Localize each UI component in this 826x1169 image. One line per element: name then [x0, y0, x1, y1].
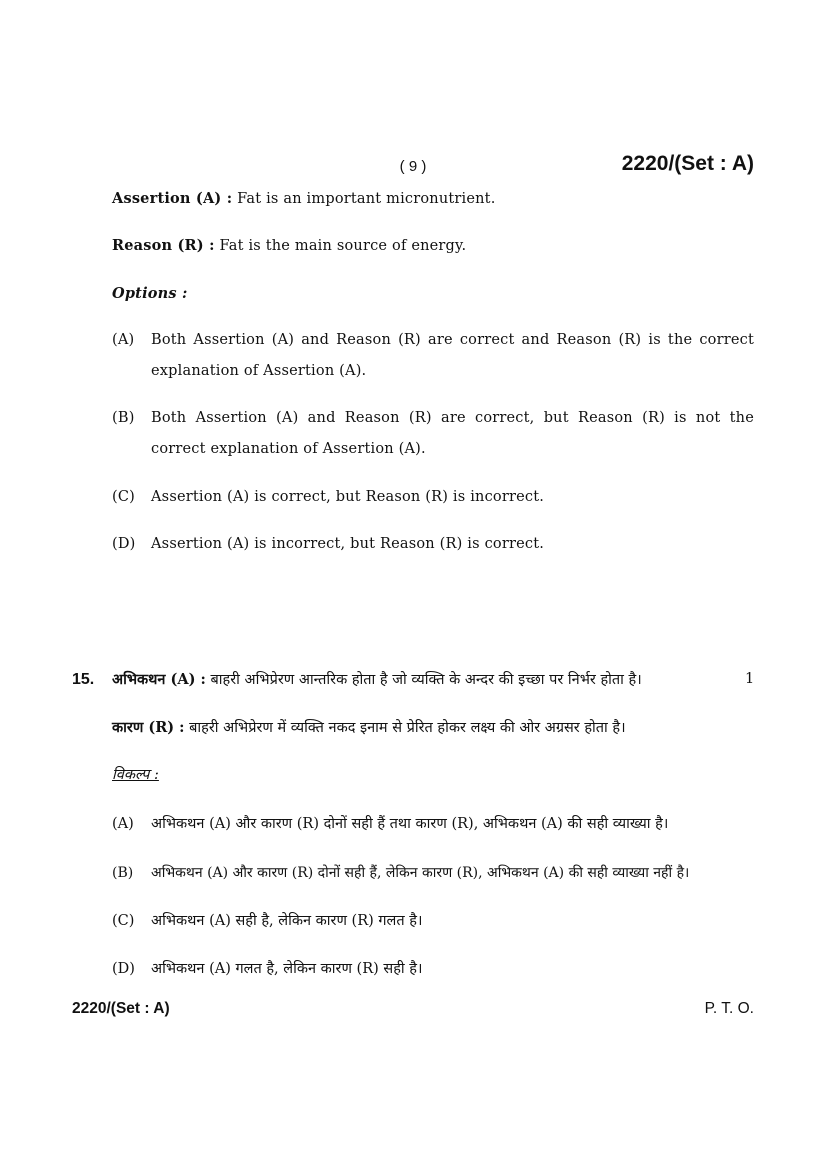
- english-assertion: [112, 183, 496, 215]
- option-label: (A): [112, 816, 134, 832]
- hindi-option-b: [112, 858, 754, 889]
- question-number: 15.: [72, 671, 95, 688]
- option-text: अभिकथन (A) गलत है, लेकिन कारण (R) सही है।: [151, 961, 423, 977]
- assertion-label: Assertion (A) :: [112, 190, 233, 207]
- option-label: (B): [112, 865, 134, 881]
- hindi-option-d: [112, 954, 754, 985]
- hindi-options-heading: विकल्प :: [112, 767, 159, 783]
- option-label: (C): [112, 489, 136, 505]
- option-text: अभिकथन (A) सही है, लेकिन कारण (R) गलत है।: [151, 913, 423, 929]
- reason-text: Fat is the main source of energy.: [214, 238, 467, 254]
- set-code-header: 2220/(Set : A): [621, 152, 754, 175]
- option-text: अभिकथन (A) और कारण (R) दोनों सही हैं, लेकिन कारण (R), अभिकथन (A) की सही व्याख्या नहीं है।: [151, 865, 690, 881]
- options-heading: Options :: [112, 285, 188, 302]
- hindi-reason: [112, 712, 626, 744]
- option-text: Both Assertion (A) and Reason (R) are correct, but Reason (R) is not the correct explanation of Assertion (A).: [151, 410, 754, 457]
- option-label: (A): [112, 332, 135, 348]
- hindi-assertion: [112, 664, 732, 696]
- hindi-assertion-text: बाहरी अभिप्रेरण आन्तरिक होता है जो व्यक्ति के अन्दर की इच्छा पर निर्भर होता है।: [205, 672, 642, 688]
- english-option-c: [112, 482, 754, 513]
- option-text: Assertion (A) is correct, but Reason (R) is incorrect.: [151, 489, 545, 505]
- option-text: Both Assertion (A) and Reason (R) are correct and Reason (R) is the correct explanation of Assertion (A).: [151, 332, 754, 379]
- option-label: (C): [112, 913, 135, 929]
- assertion-text: Fat is an important micronutrient.: [232, 191, 496, 207]
- pto-label: P. T. O.: [704, 1000, 754, 1017]
- option-label: (D): [112, 961, 135, 977]
- option-label: (D): [112, 536, 136, 552]
- option-text: अभिकथन (A) और कारण (R) दोनों सही हैं तथा कारण (R), अभिकथन (A) की सही व्याख्या है।: [151, 816, 669, 832]
- english-option-a: [112, 325, 754, 387]
- option-label: (B): [112, 410, 135, 426]
- reason-label: Reason (R) :: [112, 237, 215, 254]
- hindi-option-c: [112, 906, 754, 937]
- option-text: Assertion (A) is incorrect, but Reason (R) is correct.: [151, 536, 545, 552]
- hindi-reason-text: बाहरी अभिप्रेरण में व्यक्ति नकद इनाम से प्रेरित होकर लक्ष्य की ओर अग्रसर होता है।: [184, 720, 626, 736]
- page-number: ( 9 ): [399, 158, 427, 175]
- english-option-b: [112, 403, 754, 465]
- hindi-option-a: [112, 809, 754, 840]
- hindi-reason-label: कारण (R) :: [112, 719, 185, 736]
- hindi-assertion-label: अभिकथन (A) :: [112, 671, 206, 688]
- question-marks: 1: [745, 671, 755, 687]
- english-reason: [112, 230, 466, 262]
- english-option-d: [112, 529, 754, 560]
- set-code-footer: 2220/(Set : A): [72, 1000, 170, 1017]
